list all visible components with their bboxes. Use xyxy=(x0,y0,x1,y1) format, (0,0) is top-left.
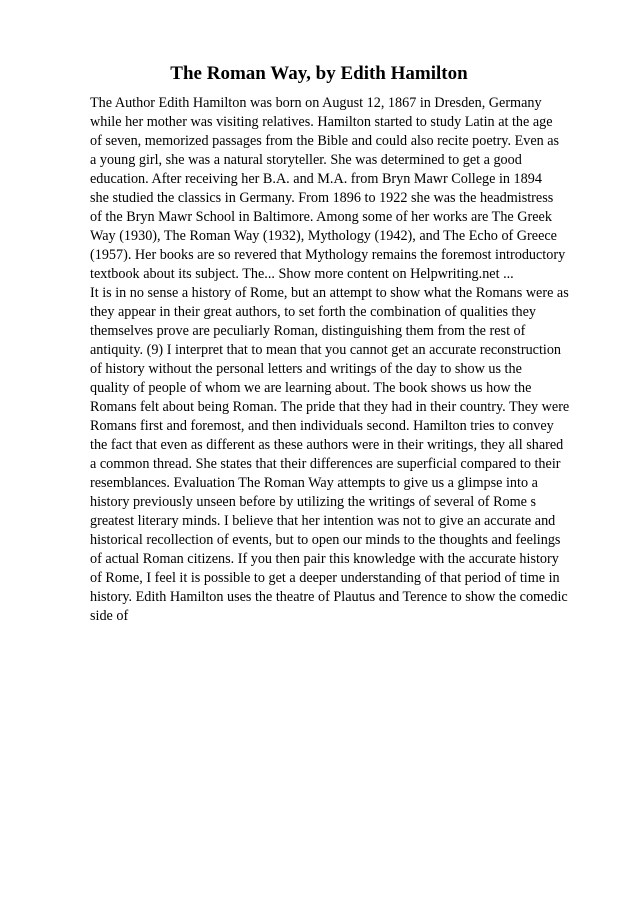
body-line: Romans felt about being Roman. The pride that they had in their country. They were xyxy=(90,399,570,415)
body-line: historical recollection of events, but to open our minds to the thoughts and feelings xyxy=(90,532,561,548)
body-line: a common thread. She states that their differences are superficial compared to their xyxy=(90,456,561,472)
document-title: The Roman Way, by Edith Hamilton xyxy=(170,63,468,84)
body-line: of the Bryn Mawr School in Baltimore. Among some of her works are The Greek xyxy=(90,209,552,225)
body-line: side of xyxy=(90,608,129,624)
body-line: greatest literary minds. I believe that her intention was not to give an accurate and xyxy=(90,513,556,529)
body-line: (1957). Her books are so revered that Mythology remains the foremost introductory xyxy=(90,247,566,263)
body-line: of history without the personal letters and writings of the day to show us the xyxy=(90,361,522,377)
body-line: Way (1930), The Roman Way (1932), Mythology (1942), and The Echo of Greece xyxy=(90,228,557,244)
body-line: quality of people of whom we are learning about. The book shows us how the xyxy=(90,380,532,396)
body-line: It is in no sense a history of Rome, but an attempt to show what the Romans were as xyxy=(90,285,569,301)
body-line: she studied the classics in Germany. From 1896 to 1922 she was the headmistress xyxy=(90,190,554,206)
body-line: a young girl, she was a natural storyteller. She was determined to get a good xyxy=(90,152,522,168)
body-line: history. Edith Hamilton uses the theatre of Plautus and Terence to show the comedic xyxy=(90,589,568,605)
body-line: of actual Roman citizens. If you then pair this knowledge with the accurate history xyxy=(90,551,559,567)
body-line: of Rome, I feel it is possible to get a deeper understanding of that period of time in xyxy=(90,570,560,586)
body-line: antiquity. (9) I interpret that to mean that you cannot get an accurate reconstruction xyxy=(90,342,562,358)
body-line: history previously unseen before by utilizing the writings of several of Rome s xyxy=(90,494,537,510)
body-line: Romans first and foremost, and then individuals second. Hamilton tries to convey xyxy=(90,418,554,434)
body-line: of seven, memorized passages from the Bible and could also recite poetry. Even as xyxy=(90,133,560,149)
body-line: resemblances. Evaluation The Roman Way attempts to give us a glimpse into a xyxy=(90,475,538,491)
body-line: The Author Edith Hamilton was born on August 12, 1867 in Dresden, Germany xyxy=(90,95,542,111)
body-line: textbook about its subject. The... Show more content on Helpwriting.net ... xyxy=(90,266,514,282)
body-line: the fact that even as different as these authors were in their writings, they all shared xyxy=(90,437,564,453)
body-line: themselves prove are peculiarly Roman, distinguishing them from the rest of xyxy=(90,323,526,339)
document-body xyxy=(90,94,570,626)
body-line: education. After receiving her B.A. and M.A. from Bryn Mawr College in 1894 xyxy=(90,171,542,187)
body-line: while her mother was visiting relatives. Hamilton started to study Latin at the age xyxy=(90,114,553,130)
body-line: they appear in their great authors, to set forth the combination of qualities they xyxy=(90,304,536,320)
